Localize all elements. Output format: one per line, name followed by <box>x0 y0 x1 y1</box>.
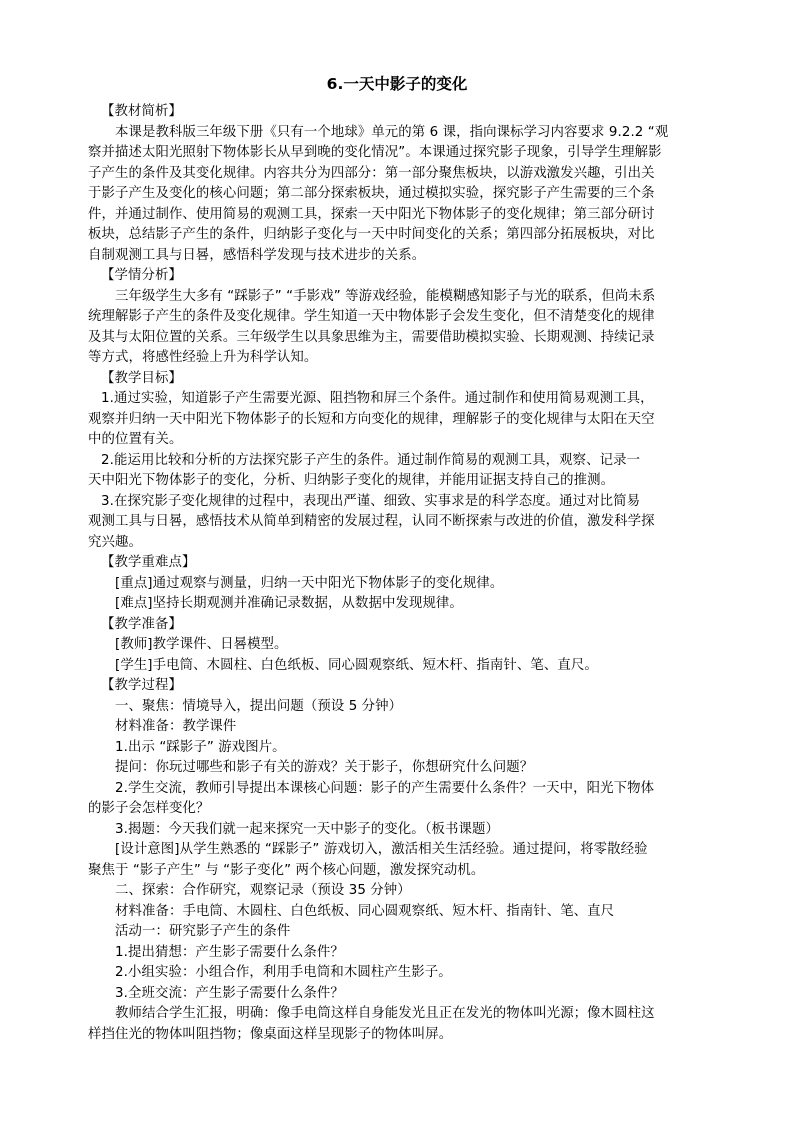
text-line: [设计意图]从学生熟悉的 “踩影子” 游戏切入，激活相关生活经验。通过提问，将零散经验 <box>115 842 648 857</box>
text-line: [学生]手电筒、木圆柱、白色纸板、同心圆观察纸、短木杆、指南针、笔、直尺。 <box>115 657 598 673</box>
text-line: 1.出示 “踩影子” 游戏图片。 <box>115 739 286 755</box>
section-heading: 【教材简析】 <box>101 104 182 119</box>
text-line: 1.提出猜想：产生影子需要什么条件？ <box>115 944 344 960</box>
section-heading: 【学情分析】 <box>101 268 182 283</box>
text-line: 样挡住光的物体叫阻挡物；像桌面这样呈现影子的物体叫屏。 <box>88 1026 453 1042</box>
text-line: 究兴趣。 <box>88 534 142 550</box>
text-line: [教师]教学课件、日晷模型。 <box>115 637 288 652</box>
text-line: [难点]坚持长期观测并准确记录数据，从数据中发现规律。 <box>115 596 463 611</box>
text-line: 2.小组实验：小组合作，利用手电筒和木圆柱产生影子。 <box>115 965 452 980</box>
text-line: 察并描述太阳光照射下物体影长从早到晚的变化情况”。本课通过探究影子现象，引导学生理解影 <box>88 145 662 160</box>
text-line: 自制观测工具与日晷，感悟科学发现与技术进步的关系。 <box>88 247 426 263</box>
text-line: 3.全班交流：产生影子需要什么条件？ <box>115 985 344 1001</box>
text-line: 1.通过实验，知道影子产生需要光源、阻挡物和屏三个条件。通过制作和使用简易观测工具， <box>101 391 654 406</box>
text-line: 3.揭题：今天我们就一起来探究一天中影子的变化。（板书课题） <box>115 821 500 837</box>
text-line: [重点]通过观察与测量，归纳一天中阳光下物体影子的变化规律。 <box>115 575 504 591</box>
document-title: 6.一天中影子的变化 <box>326 75 468 93</box>
section-heading: 【教学过程】 <box>101 678 182 693</box>
section-heading: 【教学准备】 <box>101 616 182 632</box>
text-line: 3.在探究影子变化规律的过程中，表现出严谨、细致、实事求是的科学态度。通过对比简易 <box>101 493 641 509</box>
text-line: 的影子会怎样变化？ <box>88 801 210 816</box>
text-line: 观察并归纳一天中阳光下物体影子的长短和方向变化的规律，理解影子的变化规律与太阳在天空 <box>88 411 655 427</box>
text-line: 聚焦于 “影子产生” 与 “影子变化” 两个核心问题，激发探究动机。 <box>88 862 485 878</box>
document-page <box>88 74 706 1045</box>
text-line: 于影子产生及变化的核心问题；第二部分探索板块，通过模拟实验，探究影子产生需要的三个条 <box>88 186 655 201</box>
text-line: 件，并通过制作、使用简易的观测工具，探索一天中阳光下物体影子的变化规律；第三部分研讨 <box>88 206 655 222</box>
document-body <box>88 102 706 1045</box>
text-line: 二、探索：合作研究，观察记录（预设 35 分钟） <box>115 883 411 898</box>
text-line: 统理解影子产生的条件及变化规律。学生知道一天中物体影子会发生变化，但不清楚变化的规律 <box>88 309 655 324</box>
text-line: 2.能运用比较和分析的方法探究影子产生的条件。通过制作简易的观测工具，观察、记录一 <box>101 452 641 468</box>
text-line: 天中阳光下物体影子的变化，分析、归纳影子变化的规律，并能用证据支持自己的推测。 <box>88 473 615 488</box>
section-heading: 【教学目标】 <box>101 370 182 386</box>
text-line: 本课是教科版三年级下册《只有一个地球》单元的第 6 课，指向课标学习内容要求 9.2.2 “观 <box>115 124 669 140</box>
text-line: 材料准备：教学课件 <box>115 719 237 734</box>
text-line: 提问：你玩过哪些和影子有关的游戏？关于影子，你想研究什么问题？ <box>115 760 534 775</box>
text-line: 材料准备：手电筒、木圆柱、白色纸板、同心圆观察纸、短木杆、指南针、笔、直尺 <box>115 903 615 919</box>
text-line: 2.学生交流，教师引导提出本课核心问题：影子的产生需要什么条件？一天中，阳光下物体 <box>115 780 655 796</box>
section-heading: 【教学重难点】 <box>101 555 196 570</box>
text-line: 子产生的条件及其变化规律。内容共分为四部分：第一部分聚焦板块，以游戏激发兴趣，引出关 <box>88 165 655 181</box>
text-line: 三年级学生大多有 “踩影子” “手影戏” 等游戏经验，能模糊感知影子与光的联系，但尚未系 <box>115 288 656 304</box>
text-line: 等方式，将感性经验上升为科学认知。 <box>88 350 318 365</box>
text-line: 中的位置有关。 <box>88 432 183 447</box>
text-line: 板块，总结影子产生的条件，归纳影子变化与一天中时间变化的关系；第四部分拓展板块，对比 <box>88 227 655 242</box>
text-line: 活动一：研究影子产生的条件 <box>115 924 291 939</box>
text-line: 一、聚焦：情境导入，提出问题（预设 5 分钟） <box>115 698 403 714</box>
text-line: 及其与太阳位置的关系。三年级学生以具象思维为主，需要借助模拟实验、长期观测、持续记录 <box>88 329 655 345</box>
text-line: 观测工具与日晷，感悟技术从简单到精密的发展过程，认同不断探索与改进的价值，激发科学探 <box>88 514 655 529</box>
text-line: 教师结合学生汇报，明确：像手电筒这样自身能发光且正在发光的物体叫光源；像木圆柱这 <box>115 1006 655 1021</box>
